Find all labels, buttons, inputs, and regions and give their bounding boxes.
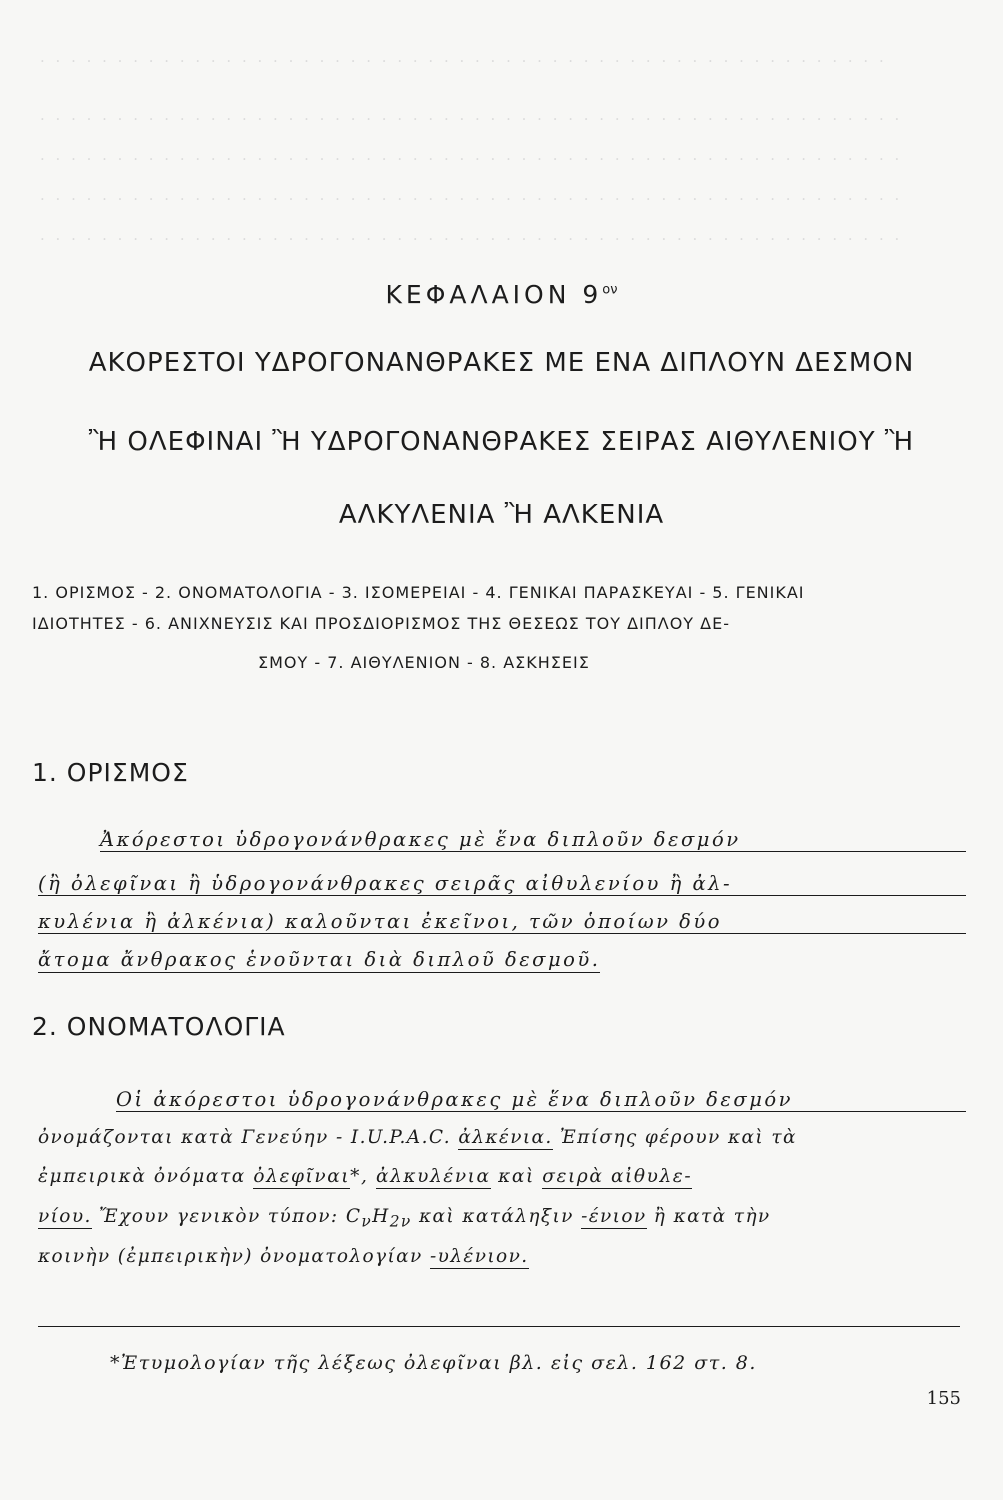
nomenclature-text: ὀνομάζονται κατὰ Γενεύην - I.U.P.A.C. — [38, 1127, 459, 1148]
toc-line-1: 1. ΟΡΙΣΜΟΣ - 2. ΟΝΟΜΑΤΟΛΟΓΙΑ - 3. ΙΣΟΜΕΡΕΙΑΙ - 4. ΓΕΝΙΚΑΙ ΠΑΡΑΣΚΕΥΑΙ - 5. ΓΕΝΙΚΑΙ — [32, 583, 805, 602]
suffix-enion: -ένιον — [581, 1206, 647, 1227]
nomenclature-text: Ἐπίσης φέρουν καὶ τὰ — [552, 1127, 797, 1148]
definition-line-1-text: Ἀκόρεστοι ὑδρογονάνθρακες μὲ ἕνα διπλοῦν δεσμόν — [100, 828, 966, 852]
definition-line-3 — [38, 910, 966, 934]
section-heading-nomenclature: 2. ΟΝΟΜΑΤΟΛΟΓΙΑ — [32, 1012, 286, 1041]
chapter-heading — [0, 280, 1003, 309]
formula-subscript: ν — [361, 1212, 373, 1231]
nomenclature-line-5 — [38, 1246, 966, 1267]
term-ethylene-series: σειρὰ αἰθυλε- — [542, 1166, 693, 1187]
term-olefinai: ὀλεφῖναι — [253, 1166, 351, 1187]
term-alkenia: ἀλκένια. — [458, 1127, 553, 1148]
definition-line-3-text: κυλένια ἢ ἀλκένια) καλοῦνται ἐκεῖνοι, τῶν ὁποίων δύο — [38, 910, 966, 934]
suffix-ylenion: -υλένιον. — [429, 1246, 529, 1267]
chapter-title-line-1: ΑΚΟΡΕΣΤΟΙ ΥΔΡΟΓΟΝΑΝΘΡΑΚΕΣ ΜΕ ΕΝΑ ΔΙΠΛΟΥΝ ΔΕΣΜΟΝ — [88, 348, 915, 378]
nomenclature-text: ἢ κατὰ τὴν — [646, 1206, 771, 1227]
footnote: *Ἐτυμολογίαν τῆς λέξεως ὀλεφῖναι βλ. εἰς σελ. 162 στ. 8. — [110, 1352, 757, 1374]
definition-line-2 — [38, 872, 966, 896]
nomenclature-line-1-text: Οἱ ἀκόρεστοι ὑδρογονάνθρακες μὲ ἕνα διπλοῦν δεσμόν — [116, 1088, 966, 1112]
bleed-through-texture: · · · · · · · · · · · · · · · · · · · · · · · · · · · · · · · · · · · · · · · · · · · · · · · · · · · · · · · · — [40, 230, 903, 248]
general-formula-text: Ἔχουν γενικὸν τύπον: C — [91, 1206, 362, 1227]
bleed-through-texture: · · · · · · · · · · · · · · · · · · · · · · · · · · · · · · · · · · · · · · · · · · · · · · · · · · · · · · · · — [40, 150, 903, 168]
definition-line-1 — [38, 828, 966, 852]
page-number: 155 — [926, 1388, 961, 1409]
chapter-title-line-2: Ἢ ΟΛΕΦΙΝΑΙ Ἢ ΥΔΡΟΓΟΝΑΝΘΡΑΚΕΣ ΣΕΙΡΑΣ ΑΙΘΥΛΕΝΙΟΥ Ἢ — [88, 427, 915, 457]
nomenclature-text: καὶ — [490, 1166, 543, 1187]
definition-line-4 — [38, 948, 966, 971]
nomenclature-line-4 — [38, 1206, 966, 1231]
bleed-through-texture: · · · · · · · · · · · · · · · · · · · · · · · · · · · · · · · · · · · · · · · · · · · · · · · · · · · · · · · · — [40, 110, 903, 128]
general-formula-text: H — [372, 1206, 390, 1227]
chapter-title-line-3: ΑΛΚΥΛΕΝΙΑ Ἢ ΑΛΚΕΝΙΑ — [338, 500, 665, 530]
nomenclature-line-3 — [38, 1166, 966, 1187]
formula-subscript: 2ν — [389, 1212, 412, 1231]
toc-line-2: ΙΔΙΟΤΗΤΕΣ - 6. ΑΝΙΧΝΕΥΣΙΣ ΚΑΙ ΠΡΟΣΔΙΟΡΙΣΜΟΣ ΤΗΣ ΘΕΣΕΩΣ ΤΟΥ ΔΙΠΛΟΥ ΔΕ- — [32, 614, 730, 633]
footnote-separator — [38, 1326, 960, 1327]
term-alkylenia: ἀλκυλένια — [375, 1166, 491, 1187]
nomenclature-line-2 — [38, 1127, 966, 1148]
chapter-label: ΚΕΦΑΛΑΙΟΝ 9 — [385, 280, 603, 309]
chapter-ordinal-suffix: ον — [602, 282, 618, 298]
nomenclature-line-1 — [38, 1088, 966, 1112]
term-ethylene-series-end: νίου. — [38, 1206, 92, 1227]
bleed-through-texture: · · · · · · · · · · · · · · · · · · · · · · · · · · · · · · · · · · · · · · · · · · · · · · · · · · · · · · · · — [40, 190, 903, 208]
section-heading-definition: 1. ΟΡΙΣΜΟΣ — [32, 758, 189, 787]
bleed-through-texture: · · · · · · · · · · · · · · · · · · · · · · · · · · · · · · · · · · · · · · · · · · · · · · · · · · · · · · · — [40, 52, 887, 70]
footnote-marker: *, — [350, 1166, 376, 1187]
nomenclature-text: κοινὴν (ἐμπειρικὴν) ὀνοματολογίαν — [38, 1246, 430, 1267]
nomenclature-text: καὶ κατάληξιν — [411, 1206, 582, 1227]
definition-line-2-text: (ἢ ὀλεφῖναι ἢ ὑδρογονάνθρακες σειρᾶς αἰθυλενίου ἢ ἀλ- — [38, 872, 966, 896]
nomenclature-text: ἐμπειρικὰ ὀνόματα — [38, 1166, 254, 1187]
definition-line-4-text: ἄτομα ἄνθρακος ἑνοῦνται διὰ διπλοῦ δεσμοῦ. — [38, 948, 601, 971]
toc-line-3: ΣΜΟΥ - 7. ΑΙΘΥΛΕΝΙΟΝ - 8. ΑΣΚΗΣΕΙΣ — [258, 653, 590, 672]
